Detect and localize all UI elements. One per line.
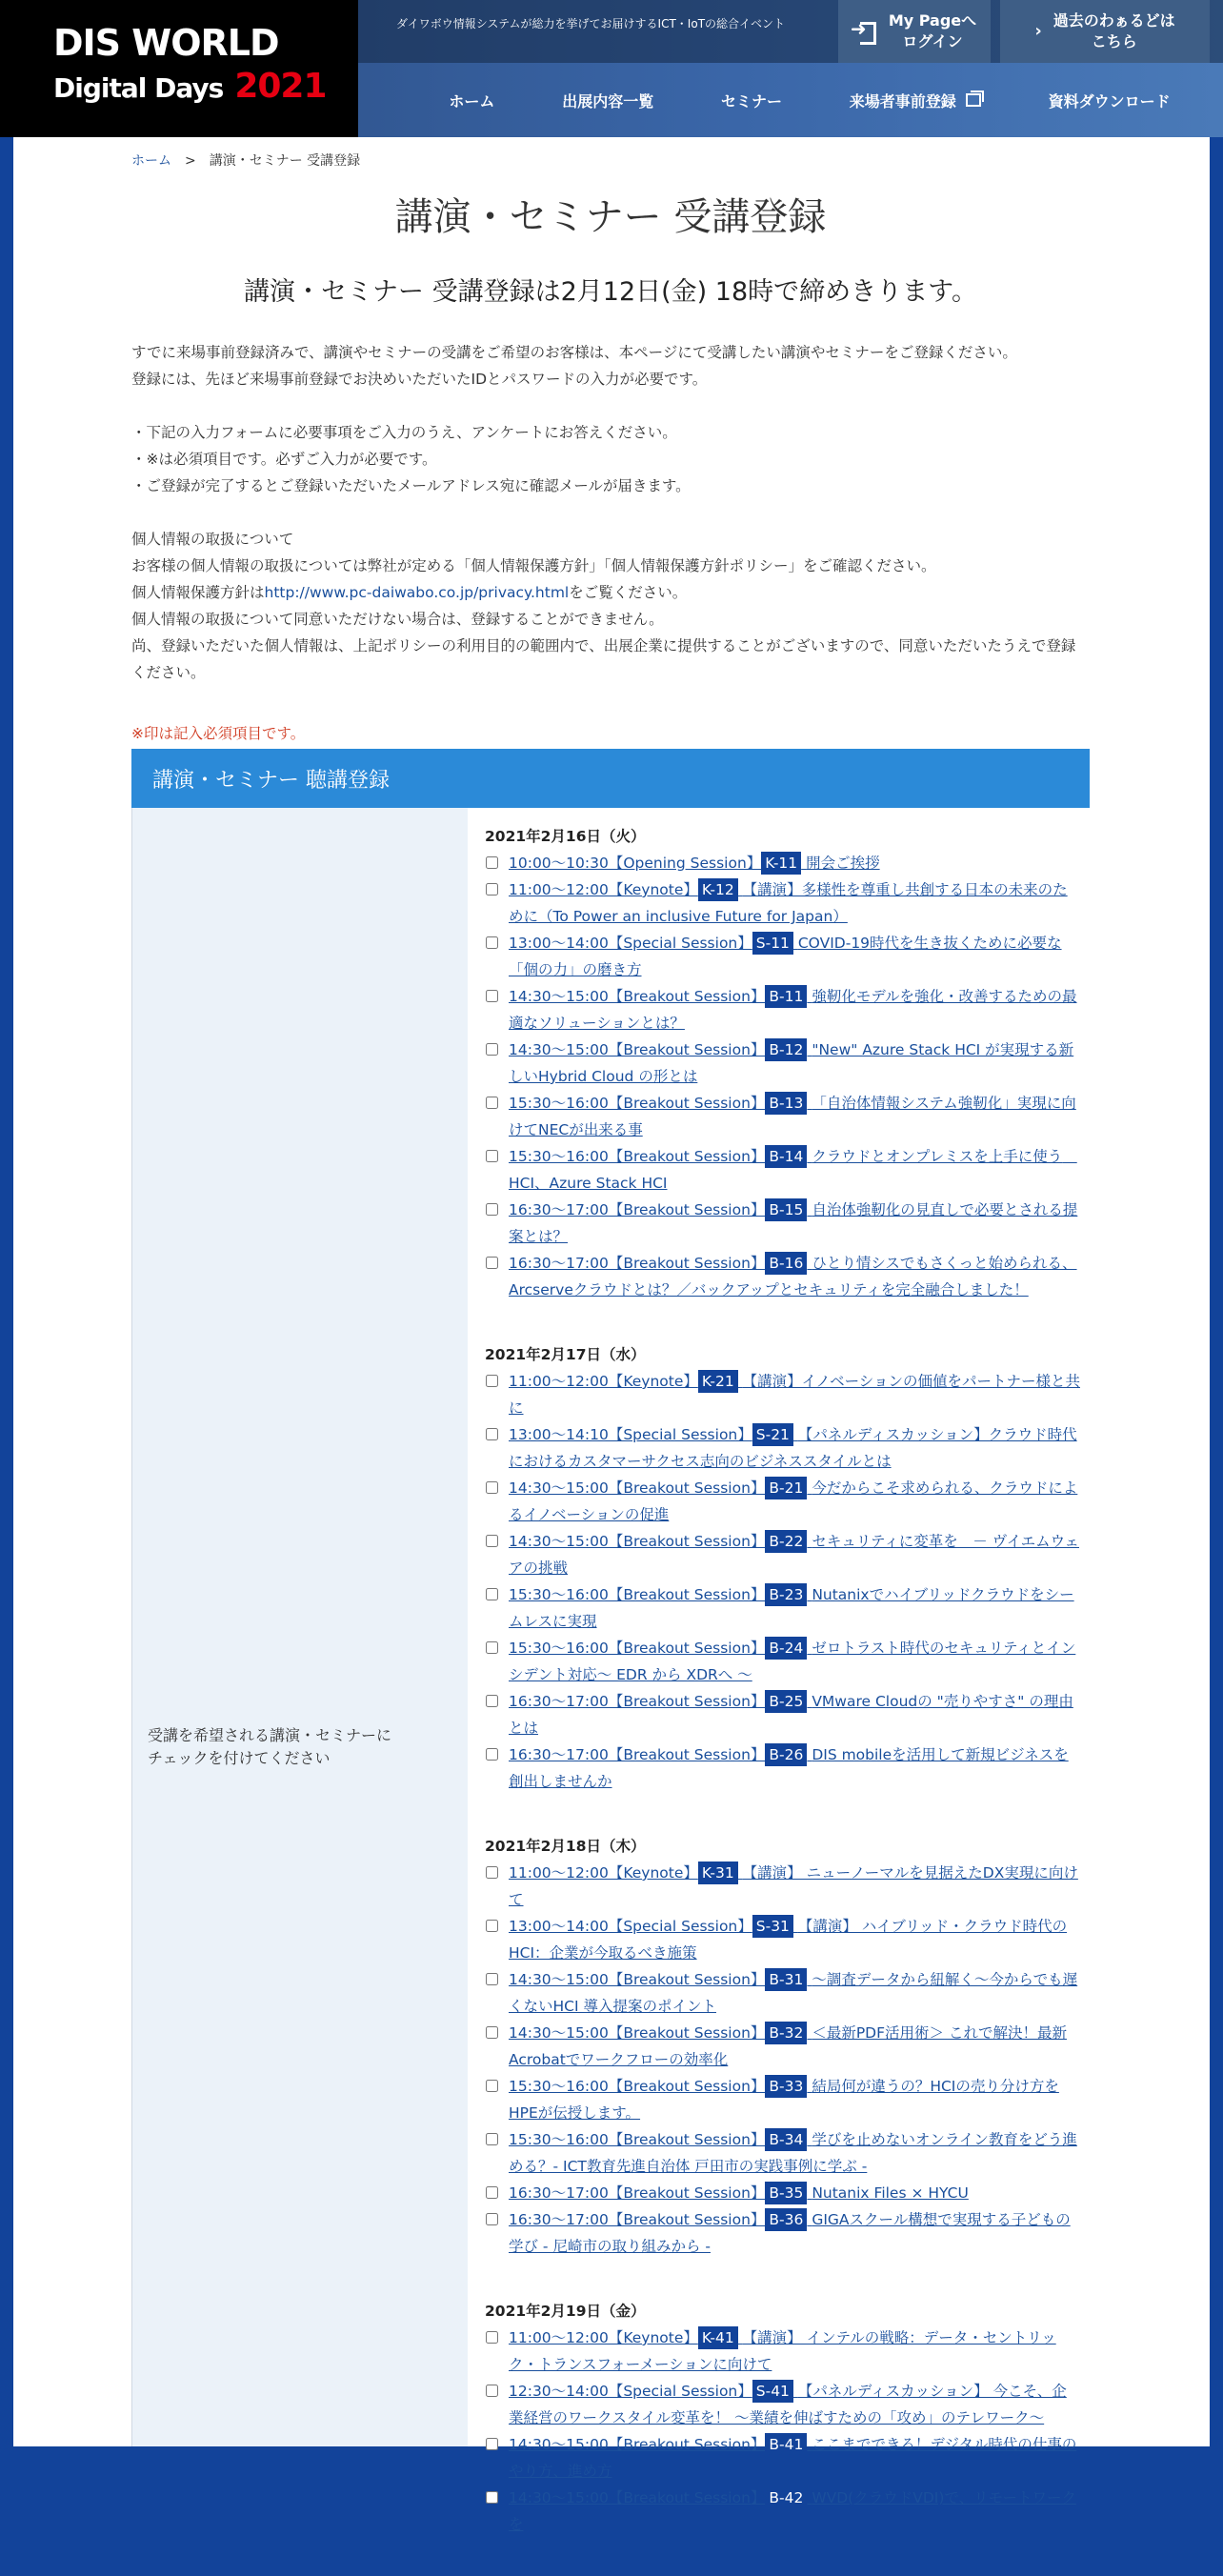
session-title: DIS mobileを活用して新規ビジネスを創出しませんか	[509, 1746, 1069, 1790]
session-item	[485, 1475, 1085, 1528]
session-link[interactable]	[509, 850, 1080, 876]
session-title: 結局何が違うの？HCIの売り分け方をHPEが伝授します。	[509, 2078, 1059, 2122]
intro-bullet-3: ・ご登録が完了するとご登録いただいたメールアドレス宛に確認メールが届きます。	[131, 477, 691, 494]
nav-exhibits[interactable]: 出展内容一覧	[562, 91, 654, 111]
session-item	[485, 1528, 1085, 1581]
session-item	[485, 2324, 1085, 2378]
session-time: 10:00〜10:30【Opening Session】	[509, 855, 762, 872]
privacy-policy-link[interactable]: http://www.pc-daiwabo.co.jp/privacy.html	[264, 584, 570, 601]
session-checkbox[interactable]	[486, 1695, 498, 1707]
session-time: 15:30〜16:00【Breakout Session】	[509, 1095, 766, 1112]
session-title: 強靭化モデルを強化・改善するための最適なソリューションとは？	[509, 988, 1077, 1032]
top-bar	[358, 0, 1223, 63]
form-label-line1: 受講を希望される講演・セミナーに	[148, 1726, 392, 1744]
session-checkbox[interactable]	[486, 1257, 498, 1269]
day-title: 2021年2月17日（水）	[485, 1346, 646, 1363]
privacy-title: 個人情報の取扱について	[131, 531, 294, 548]
required-note: ※印は記入必須項目です。	[131, 725, 306, 742]
page-title: 講演・セミナー 受講登録	[394, 195, 827, 239]
session-link[interactable]	[509, 1475, 1080, 1528]
session-time: 14:30〜15:00【Breakout Session】	[509, 2489, 766, 2506]
session-item	[485, 850, 1085, 876]
session-link[interactable]	[509, 1036, 1080, 1090]
session-link[interactable]	[509, 1197, 1080, 1250]
session-title: 開会ご挨拶	[806, 855, 880, 872]
session-link[interactable]	[509, 876, 1080, 930]
session-code-badge: S-41	[752, 2380, 793, 2403]
session-link[interactable]	[509, 1090, 1080, 1143]
session-time: 11:00〜12:00【Keynote】	[509, 1373, 698, 1390]
breadcrumb-separator: >	[185, 153, 196, 169]
session-title: 学びを止めないオンライン教育をどう進める？- ICT教育先進自治体 戸田市の実践事例に学ぶ -	[509, 2131, 1077, 2175]
logo-line2	[53, 65, 358, 111]
privacy-p2-post: をご覧ください。	[569, 584, 688, 601]
session-time: 13:00〜14:10【Special Session】	[509, 1426, 752, 1443]
site-header	[0, 0, 1223, 137]
session-time: 14:30〜15:00【Breakout Session】	[509, 1533, 766, 1550]
form-label	[148, 1724, 391, 1770]
session-item	[485, 1635, 1085, 1688]
session-code-badge: B-24	[765, 1637, 807, 1660]
session-link[interactable]	[509, 1581, 1080, 1635]
session-checkbox[interactable]	[486, 1375, 498, 1387]
session-time: 15:30〜16:00【Breakout Session】	[509, 1640, 766, 1657]
session-checkbox[interactable]	[486, 2133, 498, 2145]
session-item	[485, 2073, 1085, 2126]
session-title: 「自治体情報システム強靭化」実現に向けてNECが出来る事	[509, 1095, 1076, 1138]
logo-year: 2021	[234, 67, 327, 106]
session-link[interactable]	[509, 1913, 1080, 1966]
session-item	[485, 1860, 1085, 1913]
session-code-badge: B-32	[765, 2022, 807, 2044]
breadcrumb-current: 講演・セミナー 受講登録	[209, 153, 361, 169]
privacy-p3: 個人情報の取扱について同意いただけない場合は、登録することができません。	[131, 611, 664, 628]
session-title: Nutanixでハイブリッドクラウドをシームレスに実現	[509, 1586, 1074, 1630]
session-link[interactable]	[509, 2485, 1080, 2538]
session-checkbox[interactable]	[486, 2213, 498, 2225]
form-label-column	[132, 808, 468, 2446]
session-item	[485, 2378, 1085, 2431]
past-world-label	[1053, 10, 1175, 52]
session-time: 14:30〜15:00【Breakout Session】	[509, 1971, 766, 1988]
session-code-badge: B-23	[765, 1583, 807, 1606]
session-link[interactable]	[509, 930, 1080, 983]
intro-p2: 登録には、先ほど来場事前登録でお決めいただいたIDとパスワードの入力が必要です。	[131, 371, 708, 388]
session-code-badge: B-26	[765, 1743, 807, 1766]
session-code-badge: B-12	[765, 1038, 807, 1061]
session-time: 15:30〜16:00【Breakout Session】	[509, 2131, 766, 2148]
site-logo[interactable]	[0, 0, 358, 137]
intro-p1: すでに来場事前登録済みで、講演やセミナーの受講をご希望のお客様は、本ページにて受講したい講演やセミナーをご登録ください。	[131, 344, 1017, 361]
day-group	[485, 2298, 1085, 2538]
session-title: GIGAスクール構想で実現する子どもの学び - 尼崎市の取り組みから -	[509, 2211, 1071, 2255]
session-link[interactable]	[509, 1528, 1080, 1581]
session-code-badge: K-12	[698, 878, 738, 901]
session-link[interactable]	[509, 1421, 1080, 1475]
session-checkbox[interactable]	[486, 1481, 498, 1494]
session-code-badge: B-42	[765, 2486, 807, 2509]
day-title: 2021年2月18日（木）	[485, 1838, 646, 1855]
session-code-badge: B-41	[765, 2433, 807, 2456]
session-item	[485, 930, 1085, 983]
form-label-line2: チェックを付けてください	[148, 1749, 331, 1767]
session-time: 14:30〜15:00【Breakout Session】	[509, 1041, 766, 1058]
session-title: セキュリティに変革を － ヴイエムウェアの挑戦	[509, 1533, 1079, 1577]
session-code-badge: S-11	[752, 932, 793, 955]
session-time: 16:30〜17:00【Breakout Session】	[509, 1201, 766, 1218]
session-link[interactable]	[509, 1860, 1080, 1913]
session-code-badge: K-31	[698, 1862, 738, 1884]
session-item	[485, 983, 1085, 1036]
login-icon	[852, 20, 877, 43]
session-link[interactable]	[509, 1741, 1080, 1795]
session-options	[485, 823, 1085, 2576]
session-item	[485, 2180, 1085, 2206]
session-item	[485, 2020, 1085, 2073]
session-title: ゼロトラスト時代のセキュリティとインシデント対応～ EDR から XDRへ ～	[509, 1640, 1076, 1683]
session-code-badge: B-13	[765, 1092, 807, 1115]
tagline: ダイワボウ情報システムが総力を挙げてお届けするICT・IoTの総合イベント	[396, 17, 786, 30]
session-link[interactable]	[509, 1688, 1080, 1741]
session-code-badge: B-36	[765, 2208, 807, 2231]
session-checkbox[interactable]	[486, 1150, 498, 1162]
session-time: 16:30〜17:00【Breakout Session】	[509, 1746, 766, 1763]
session-link[interactable]	[509, 2378, 1080, 2431]
breadcrumb	[131, 151, 360, 170]
session-time: 15:30〜16:00【Breakout Session】	[509, 1586, 766, 1603]
session-checkbox[interactable]	[486, 2026, 498, 2039]
session-link[interactable]	[509, 983, 1080, 1036]
session-item	[485, 2431, 1085, 2485]
session-checkbox[interactable]	[486, 1535, 498, 1547]
session-item	[485, 1421, 1085, 1475]
nav-home[interactable]: ホーム	[449, 91, 495, 111]
session-code-badge: K-11	[761, 852, 801, 875]
session-checkbox[interactable]	[486, 1920, 498, 1932]
session-time: 16:30〜17:00【Breakout Session】	[509, 2184, 766, 2202]
session-checkbox[interactable]	[486, 1203, 498, 1216]
session-title: ひとり情シスでもさくっと始められる、Arcserveクラウドとは？／バックアップとセキュリティを完全融合しました！	[509, 1255, 1077, 1298]
session-item	[485, 1741, 1085, 1795]
session-code-badge: K-21	[698, 1370, 738, 1393]
session-item	[485, 1913, 1085, 1966]
session-code-badge: B-14	[765, 1145, 807, 1168]
session-item	[485, 2485, 1085, 2538]
past-line1: 過去のわぁるどは	[1053, 11, 1175, 30]
session-code-badge: K-41	[698, 2326, 738, 2349]
session-item	[485, 876, 1085, 930]
session-title: 【講演】 ニューノーマルを見据えたDX実現に向けて	[509, 1864, 1078, 1908]
session-code-badge: B-16	[765, 1252, 807, 1275]
session-code-badge: B-35	[765, 2182, 807, 2204]
session-time: 11:00〜12:00【Keynote】	[509, 881, 698, 898]
session-checkbox[interactable]	[486, 1866, 498, 1879]
session-link[interactable]	[509, 2073, 1080, 2126]
session-checkbox[interactable]	[486, 2080, 498, 2092]
session-link[interactable]	[509, 2020, 1080, 2073]
session-code-badge: B-31	[765, 1968, 807, 1991]
session-time: 13:00〜14:00【Special Session】	[509, 1918, 752, 1935]
session-title: 【講演】イノベーションの価値をパートナー様と共に	[509, 1373, 1080, 1417]
session-title: COVID-19時代を生き抜くために必要な「個の力」の磨き方	[509, 935, 1062, 978]
session-title: 【講演】 インテルの戦略：データ・セントリック・トランスフォーメーションに向けて	[509, 2329, 1056, 2373]
session-time: 13:00〜14:00【Special Session】	[509, 935, 752, 952]
session-checkbox[interactable]	[486, 2385, 498, 2397]
mypage-login-button[interactable]	[838, 0, 991, 63]
session-title: 【パネルディスカッション】 今こそ、企業経営のワークスタイル変革を！ ～業績を伸ばすための「攻め」のテレワーク～	[509, 2383, 1067, 2426]
session-code-badge: B-15	[765, 1198, 807, 1221]
intro-text	[131, 339, 1090, 686]
mypage-label	[889, 10, 976, 52]
session-time: 15:30〜16:00【Breakout Session】	[509, 1148, 766, 1165]
session-code-badge: B-33	[765, 2075, 807, 2098]
main-nav	[358, 63, 1223, 137]
session-item	[485, 1688, 1085, 1741]
breadcrumb-home-link[interactable]: ホーム	[131, 153, 171, 169]
session-code-badge: S-31	[752, 1915, 793, 1938]
session-checkbox[interactable]	[486, 1748, 498, 1761]
session-checkbox[interactable]	[486, 1097, 498, 1109]
session-time: 11:00〜12:00【Keynote】	[509, 2329, 698, 2346]
session-link[interactable]	[509, 2180, 1080, 2206]
session-code-badge: B-25	[765, 1690, 807, 1713]
session-time: 11:00〜12:00【Keynote】	[509, 1864, 698, 1882]
session-link[interactable]	[509, 1143, 1080, 1197]
session-item	[485, 1581, 1085, 1635]
session-title: 【講演】多様性を尊重し共創する日本の未来のために（To Power an inclusive Future for Japan）	[509, 881, 1068, 925]
intro-bullet-2: ・※は必須項目です。必ずご入力が必要です。	[131, 451, 437, 468]
nav-pre-registration[interactable]	[850, 90, 981, 111]
session-checkbox[interactable]	[486, 2438, 498, 2450]
session-title: クラウドとオンプレミスを上手に使う HCI、Azure Stack HCI	[509, 1148, 1077, 1192]
session-link[interactable]	[509, 2324, 1080, 2378]
session-code-badge: S-21	[752, 1423, 793, 1446]
session-time: 14:30〜15:00【Breakout Session】	[509, 1479, 766, 1497]
intro-bullet-1: ・下記の入力フォームに必要事項をご入力のうえ、アンケートにお答えください。	[131, 424, 677, 441]
session-time: 16:30〜17:00【Breakout Session】	[509, 2211, 766, 2228]
mypage-line2: ログイン	[902, 32, 963, 50]
session-item	[485, 1368, 1085, 1421]
past-world-button[interactable]	[1000, 0, 1210, 63]
nav-pre-registration-label: 来場者事前登録	[849, 91, 956, 111]
day-group	[485, 1341, 1085, 1795]
session-title: 今だからこそ求められる、クラウドによるイノベーションの促進	[509, 1479, 1078, 1523]
session-link[interactable]	[509, 2126, 1080, 2180]
form-heading: 講演・セミナー 聴講登録	[131, 749, 1090, 808]
session-item	[485, 1036, 1085, 1090]
session-link[interactable]	[509, 2206, 1080, 2260]
day-group	[485, 1833, 1085, 2260]
session-checkbox[interactable]	[486, 936, 498, 949]
seminar-form	[131, 808, 1090, 2533]
session-checkbox[interactable]	[486, 1973, 498, 1985]
session-title: 【パネルディスカッション】クラウド時代におけるカスタマーサクセス志向のビジネススタイルとは	[509, 1426, 1077, 1470]
session-item	[485, 1143, 1085, 1197]
main-content	[13, 137, 1210, 2533]
session-checkbox[interactable]	[486, 990, 498, 1002]
session-time: 16:30〜17:00【Breakout Session】	[509, 1255, 766, 1272]
session-time: 12:30〜14:00【Special Session】	[509, 2383, 752, 2400]
session-checkbox[interactable]	[486, 2331, 498, 2344]
privacy-p1: お客様の個人情報の取扱については弊社が定める「個人情報保護方針」「個人情報保護方針ポリシー」をご確認ください。	[131, 557, 936, 574]
session-code-badge: B-11	[765, 985, 807, 1008]
session-item	[485, 2126, 1085, 2180]
session-time: 14:30〜15:00【Breakout Session】	[509, 988, 766, 1005]
day-title: 2021年2月16日（火）	[485, 828, 646, 845]
session-code-badge: B-22	[765, 1530, 807, 1553]
logo-event-name: Digital Days	[53, 72, 224, 104]
chevron-right-icon: ›	[1034, 21, 1042, 41]
session-title: ＜最新PDF活用術＞ これで解決！最新Acrobatでワークフローの効率化	[509, 2024, 1067, 2068]
session-checkbox[interactable]	[486, 883, 498, 896]
session-item	[485, 1197, 1085, 1250]
session-link[interactable]	[509, 1368, 1080, 1421]
deadline-notice: 講演・セミナー 受講登録は2月12日(金) 18時で締めきります。	[244, 277, 977, 307]
session-item	[485, 1250, 1085, 1303]
session-checkbox[interactable]	[486, 2491, 498, 2504]
session-checkbox[interactable]	[486, 856, 498, 869]
session-link[interactable]	[509, 1250, 1080, 1303]
session-time: 15:30〜16:00【Breakout Session】	[509, 2078, 766, 2095]
session-code-badge: B-21	[765, 1477, 807, 1499]
nav-downloads[interactable]: 資料ダウンロード	[1048, 91, 1171, 111]
privacy-p2-pre: 個人情報保護方針は	[131, 584, 265, 601]
session-link[interactable]	[509, 1966, 1080, 2020]
mypage-line1: My Pageへ	[888, 11, 977, 30]
session-checkbox[interactable]	[486, 1428, 498, 1440]
session-time: 14:30〜15:00【Breakout Session】	[509, 2436, 766, 2453]
session-checkbox[interactable]	[486, 1641, 498, 1654]
session-title: "New" Azure Stack HCI が実現する新しいHybrid Cloud の形とは	[509, 1041, 1074, 1085]
past-line2: こちら	[1091, 32, 1137, 50]
session-code-badge: B-34	[765, 2128, 807, 2151]
session-title: ここまでできる！デジタル時代の仕事のやり方、進め方	[509, 2436, 1077, 2480]
session-checkbox[interactable]	[486, 1043, 498, 1056]
session-title: Nutanix Files × HYCU	[812, 2184, 969, 2202]
day-title: 2021年2月19日（金）	[485, 2303, 646, 2320]
session-checkbox[interactable]	[486, 2186, 498, 2199]
session-time: 16:30〜17:00【Breakout Session】	[509, 1693, 766, 1710]
logo-line1: DIS WORLD	[53, 22, 279, 64]
day-group	[485, 823, 1085, 1303]
session-title: 自治体強靭化の見直しで必要とされる提案とは？	[509, 1201, 1078, 1245]
session-item	[485, 1090, 1085, 1143]
privacy-p4: 尚、登録いただいた個人情報は、上記ポリシーの利用目的の範囲内で、出展企業に提供することがございますので、同意いただいたうえで登録ください。	[131, 637, 1076, 681]
privacy-p2	[131, 579, 1090, 606]
session-checkbox[interactable]	[486, 1588, 498, 1600]
session-item	[485, 1966, 1085, 2020]
session-link[interactable]	[509, 1635, 1080, 1688]
session-link[interactable]	[509, 2431, 1080, 2485]
nav-seminars[interactable]: セミナー	[720, 91, 782, 111]
session-title: VMware Cloudの "売りやすさ" の理由とは	[509, 1693, 1073, 1737]
session-title: WVD(クラウドVDI)で、リモートワークを	[509, 2489, 1076, 2533]
session-time: 14:30〜15:00【Breakout Session】	[509, 2024, 766, 2042]
session-title: 【講演】 ハイブリッド・クラウド時代のHCI：企業が今取るべき施策	[509, 1918, 1068, 1962]
session-title: ～調査データから紐解く～今からでも遅くないHCI 導入提案のポイント	[509, 1971, 1078, 2015]
session-item	[485, 2206, 1085, 2260]
external-link-icon	[966, 93, 981, 107]
